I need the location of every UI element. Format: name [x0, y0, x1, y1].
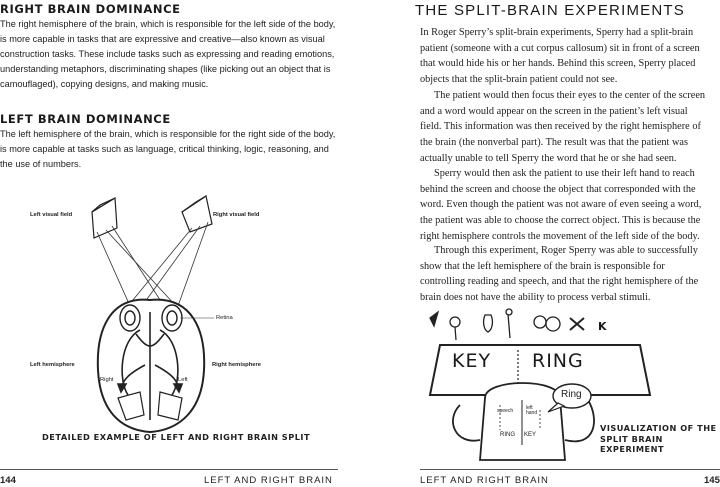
speech-bubble-text: Ring	[561, 389, 582, 400]
paragraph-2: The patient would then focus their eyes to the center of the screen and a word would appear on the screen in the patient’s left visual field. This information was then received by the right hemisphere of the brain (the nonverbal part). The result was that the patient was actually unable to tell Sperry the word that he or she had seen.	[420, 90, 706, 164]
objects-row	[430, 309, 584, 340]
brain-key-label: KEY	[524, 432, 537, 438]
right-brain-body: The right hemisphere of the brain, which is responsible for the left side of the body, is more capable in tasks that are expressive and creative—also known as visual construction tasks. These include tasks such as expressing and reading emotions, understanding metaphors, discriminating shapes (like picking out an object that is camouflaged), copying designs, and making music.	[0, 19, 336, 89]
running-title-right: LEFT AND RIGHT BRAIN	[420, 475, 549, 486]
experiment-caption-line2: SPLIT BRAIN EXPERIMENT	[600, 434, 665, 454]
brain-left-hand-label: left hand	[526, 405, 538, 416]
brain-split-caption: DETAILED EXAMPLE OF LEFT AND RIGHT BRAIN SPLIT	[42, 432, 311, 442]
split-brain-illustration	[360, 0, 720, 487]
paragraph-4: Through this experiment, Roger Sperry was able to successfully show that the left hemisphere of the brain is responsible for controlling reading and speech, and that the right hemisphere of the brain does not have the ability to process verbal stimuli.	[420, 245, 699, 304]
paragraph-1: In Roger Sperry’s split-brain experiments, Sperry had a split-brain patient (someone with a cut corpus callosum) sit in front of a screen that would hide his or her hands. Behind this screen, Sperry placed objects that the split-brain patient could not see.	[420, 27, 700, 86]
letter-k: K	[598, 320, 607, 333]
footer-rule-right	[420, 469, 720, 470]
right-page	[360, 0, 720, 487]
page-title: THE SPLIT-BRAIN EXPERIMENTS	[415, 2, 685, 19]
left-visual-field-label: Left visual field	[30, 212, 73, 218]
right-hemisphere-label: Right hemisphere	[212, 362, 261, 368]
left-hemisphere-label: Left hemisphere	[30, 362, 75, 368]
paragraph-3: Sperry would then ask the patient to use their left hand to reach behind the screen and choose the object that corresponded with the word. Even though the patient was not aware of even seeing a word, the patient was able to choose the correct object. This is because the right hemisphere controls the movement of the left side of the body.	[420, 168, 702, 242]
brain-speech-label: speech	[497, 408, 514, 414]
brain-ring-label: RING	[500, 432, 515, 438]
right-brain-heading: RIGHT BRAIN DOMINANCE	[0, 2, 181, 16]
experiment-caption-line1: VISUALIZATION OF THE	[600, 423, 717, 433]
page-number-left: 144	[0, 475, 16, 486]
right-visual-field-label: Right visual field	[213, 212, 260, 218]
screen-word-ring: RING	[532, 350, 584, 372]
left-arrow-label: Left	[178, 377, 188, 383]
retina-label: Retina	[216, 315, 233, 321]
page-number-right: 145	[704, 475, 720, 486]
footer-rule-left	[0, 469, 338, 470]
left-brain-body: The left hemisphere of the brain, which is responsible for the right side of the body, is more capable at tasks such as language, critical thinking, logic, reasoning, and the use of numbers.	[0, 129, 336, 169]
left-brain-heading: LEFT BRAIN DOMINANCE	[0, 112, 171, 126]
right-arrow-label: Right	[100, 377, 114, 383]
running-title-left: LEFT AND RIGHT BRAIN	[204, 475, 333, 486]
screen-word-key: KEY	[452, 350, 492, 372]
